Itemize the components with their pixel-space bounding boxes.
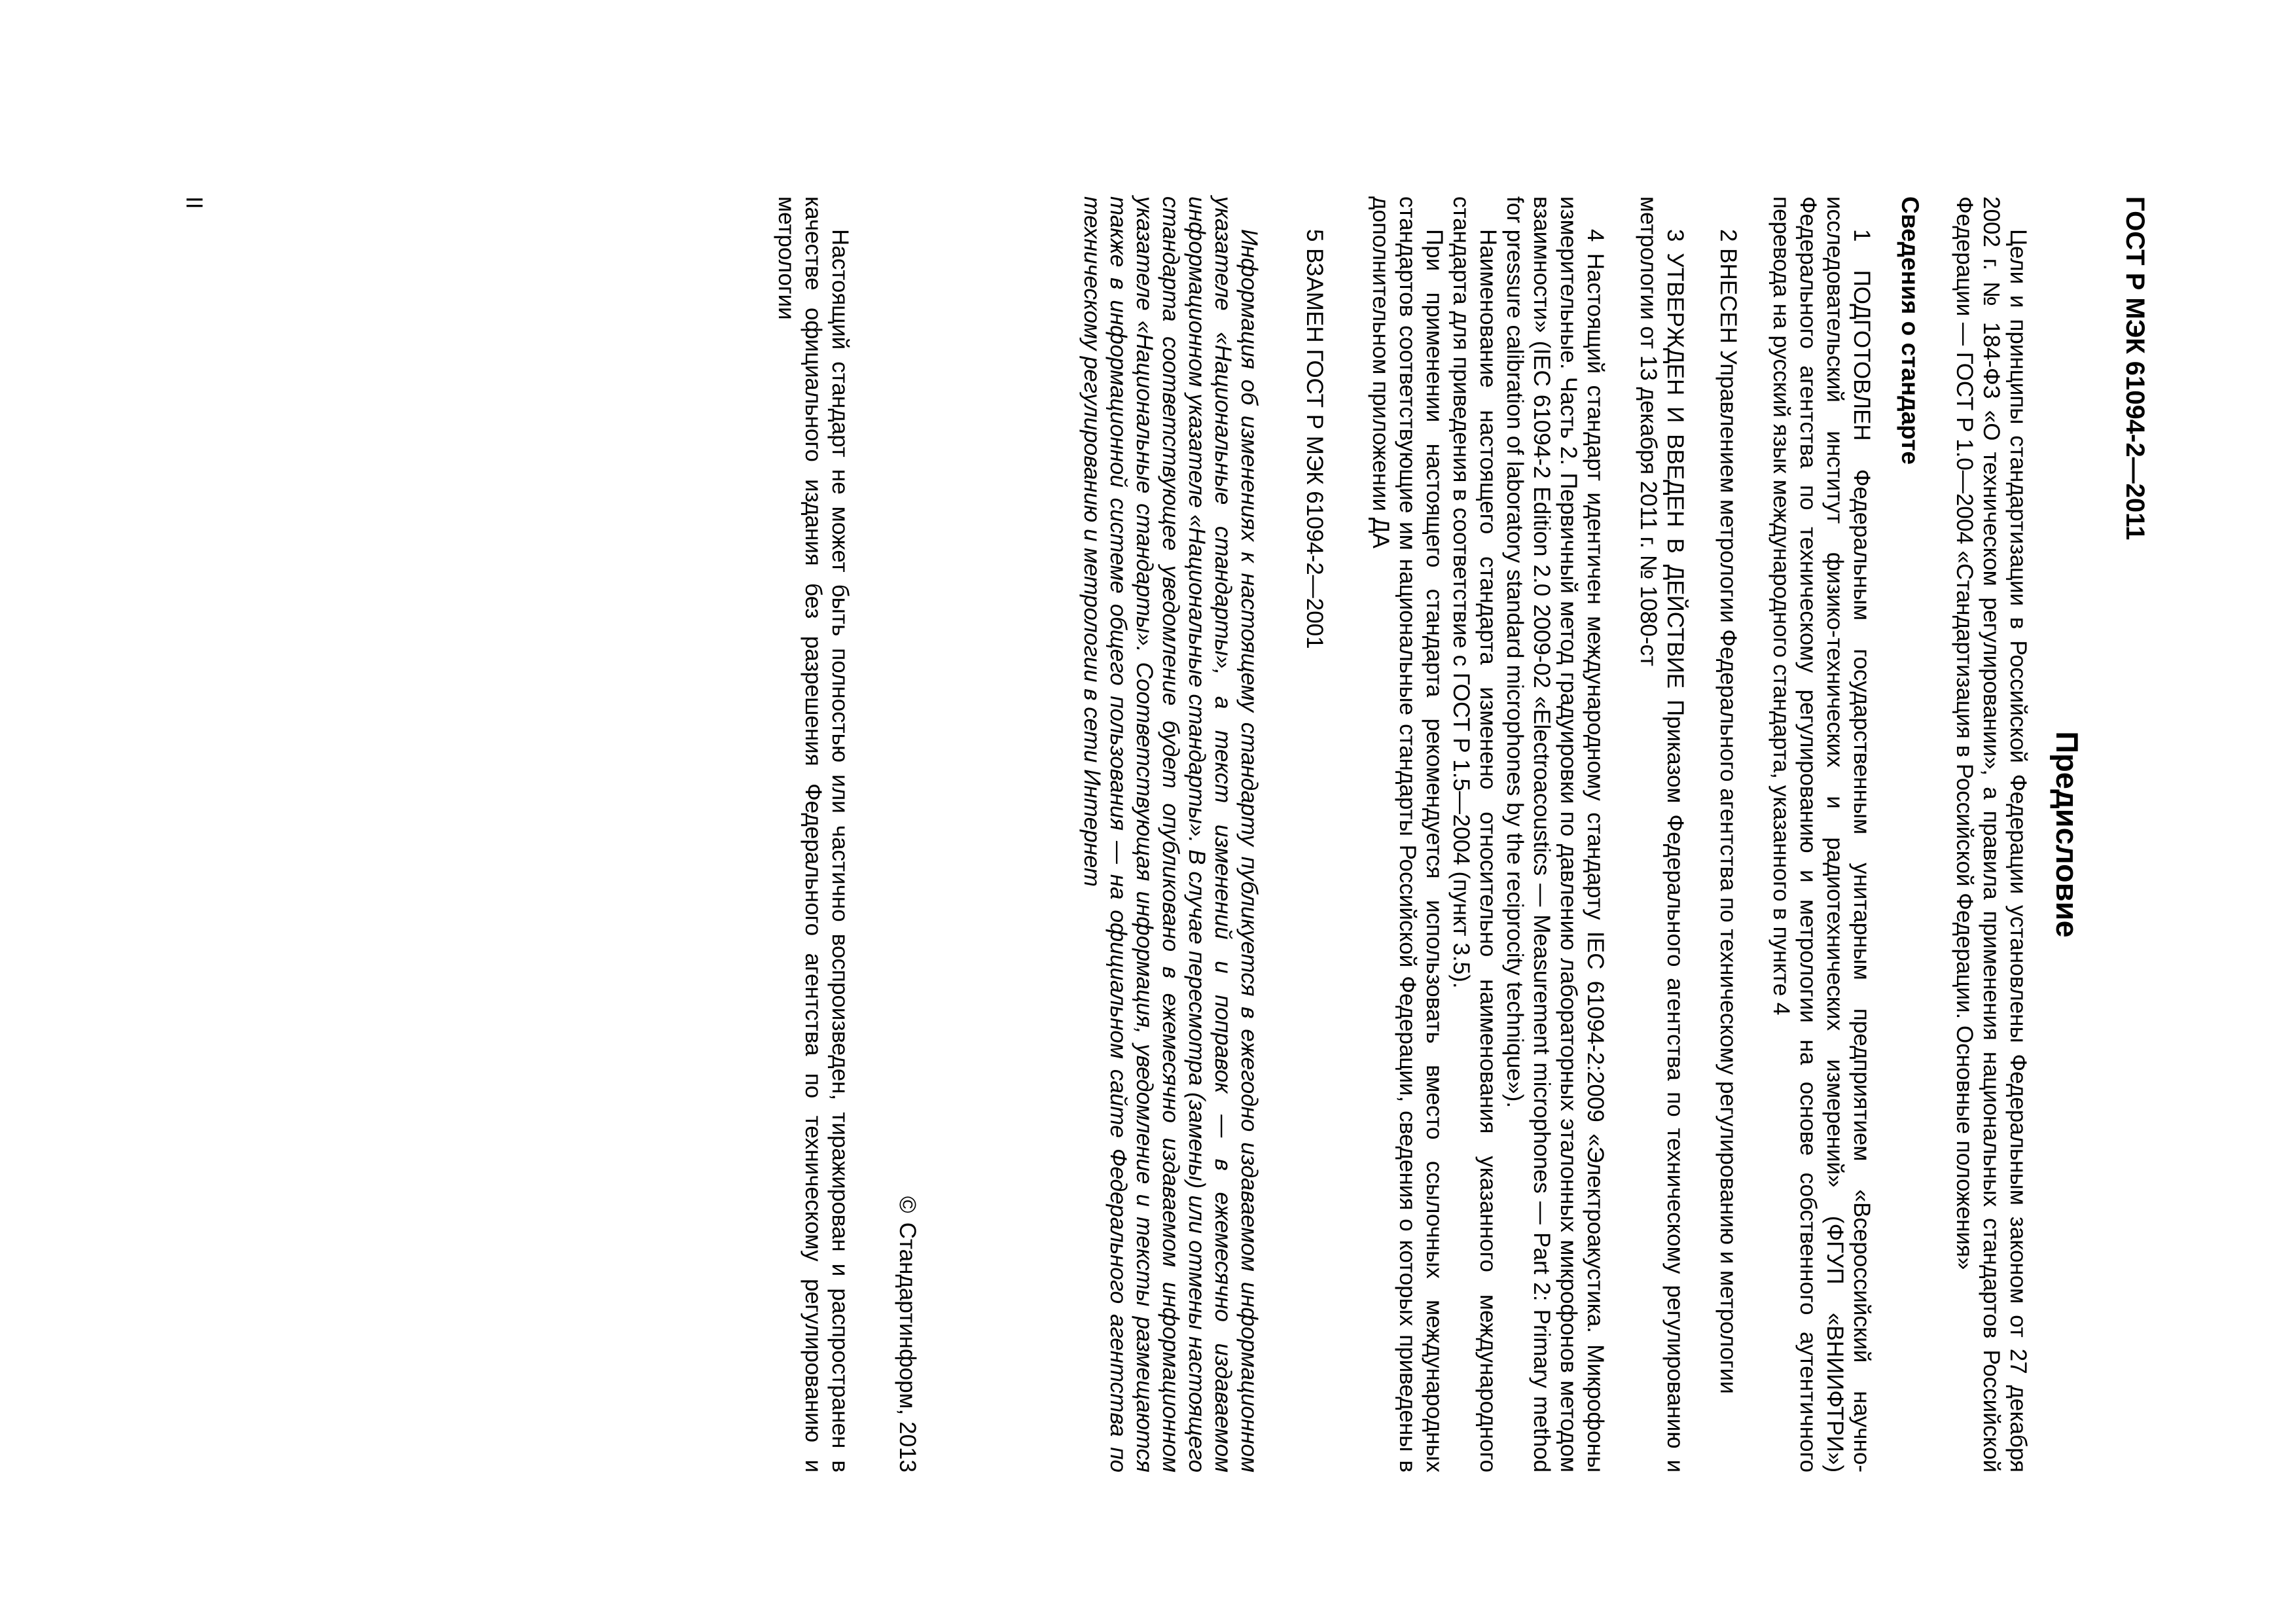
info-item-4: 4 Настоящий стандарт идентичен международному стандарту IEC 61094-2:2009 «Электроакустика. Микрофоны измерительные. Часть 2. Первичный метод градуировки по давлению лабораторных эталонных микрофонов методом взаимности» (IEC 61094-2 Edition 2.0 2009-02 «Electroacoustics — Measurement microphones — Part 2: Primary method for pressure calibration of laboratory standard microphones by the reciprocity technique»).: [1502, 196, 1608, 1472]
info-section-title: Сведения о стандарте: [1897, 196, 1924, 465]
reproduction-notice: Настоящий стандарт не может быть полностью или частично воспроизведен, тиражирован и распространен в качестве официального издания без разрешения Федерального агентства по техническому регулированию и метрологии: [774, 196, 853, 1472]
info-item-4-paragraph-3: При применении настоящего стандарта рекомендуется использовать вместо ссылочных международных стандартов соответствующие им национальные стандарты Российской Федерации, сведения о которых приведены в дополнительном приложении ДА: [1368, 196, 1447, 1472]
info-item-5: 5 ВЗАМЕН ГОСТ Р МЭК 61094-2—2001: [1302, 229, 1327, 649]
page-number: II: [181, 196, 207, 209]
document-content: [79, 196, 2152, 1472]
info-item-4-paragraph-2: Наименование настоящего стандарта изменено относительно наименования указанного международного стандарта для приведения в соответствие с ГОСТ Р 1.5—2004 (пункт 3.5).: [1448, 196, 1501, 1472]
preface-intro: Цели и принципы стандартизации в Российской Федерации установлены Федеральным законом от 27 декабря 2002 г. № 184-ФЗ «О техническом регулировании», а правила применения национальных стандартов Российской Федерации — ГОСТ Р 1.0—2004 «Стандартизация в Российской Федерации. Основные положения»: [1952, 196, 2031, 1472]
info-item-3: 3 УТВЕРЖДЕН И ВВЕДЕН В ДЕЙСТВИЕ Приказом Федерального агентства по техническому регулированию и метрологии от 13 декабря 2011 г. № 1080-ст: [1636, 196, 1688, 1472]
standard-header: ГОСТ Р МЭК 61094-2—2011: [2121, 196, 2149, 541]
changes-notice: Информация об изменениях к настоящему стандарту публикуется в ежегодно издаваемом информационном указателе «Национальные стандарты», а текст изменений и поправок — в ежемесячно издаваемом информационном указателе «Национальные стандарты». В случае пересмотра (замены) или отмены настоящего стандарта соответствующее уведомление будет опубликовано в ежемесячно издаваемом информационном указателе «Национальные стандарты». Соответствующая информация, уведомление и тексты размещаются также в информационной системе общего пользования — на официальном сайте Федерального агентства по техническому регулированию и метрологии в сети Интернет: [1079, 196, 1262, 1472]
copyright-text: Стандартинформ, 2013: [895, 1222, 920, 1472]
preface-title: Предисловие: [2050, 731, 2085, 938]
info-item-2: 2 ВНЕСЕН Управлением метрологии Федерального агентства по техническому регулированию и метрологии: [1715, 229, 1741, 1394]
info-item-1: 1 ПОДГОТОВЛЕН Федеральным государственным унитарным предприятием «Всероссийский научно-исследовательский институт физико-технических и радиотехнических измерений» (ФГУП «ВНИИФТРИ») Федерального агентства по техническому регулированию и метрологии на основе собственного аутентичного перевода на русский язык международного стандарта, указанного в пункте 4: [1768, 196, 1874, 1472]
copyright-line: [893, 196, 922, 1472]
copyright-icon: ©: [895, 1196, 920, 1213]
